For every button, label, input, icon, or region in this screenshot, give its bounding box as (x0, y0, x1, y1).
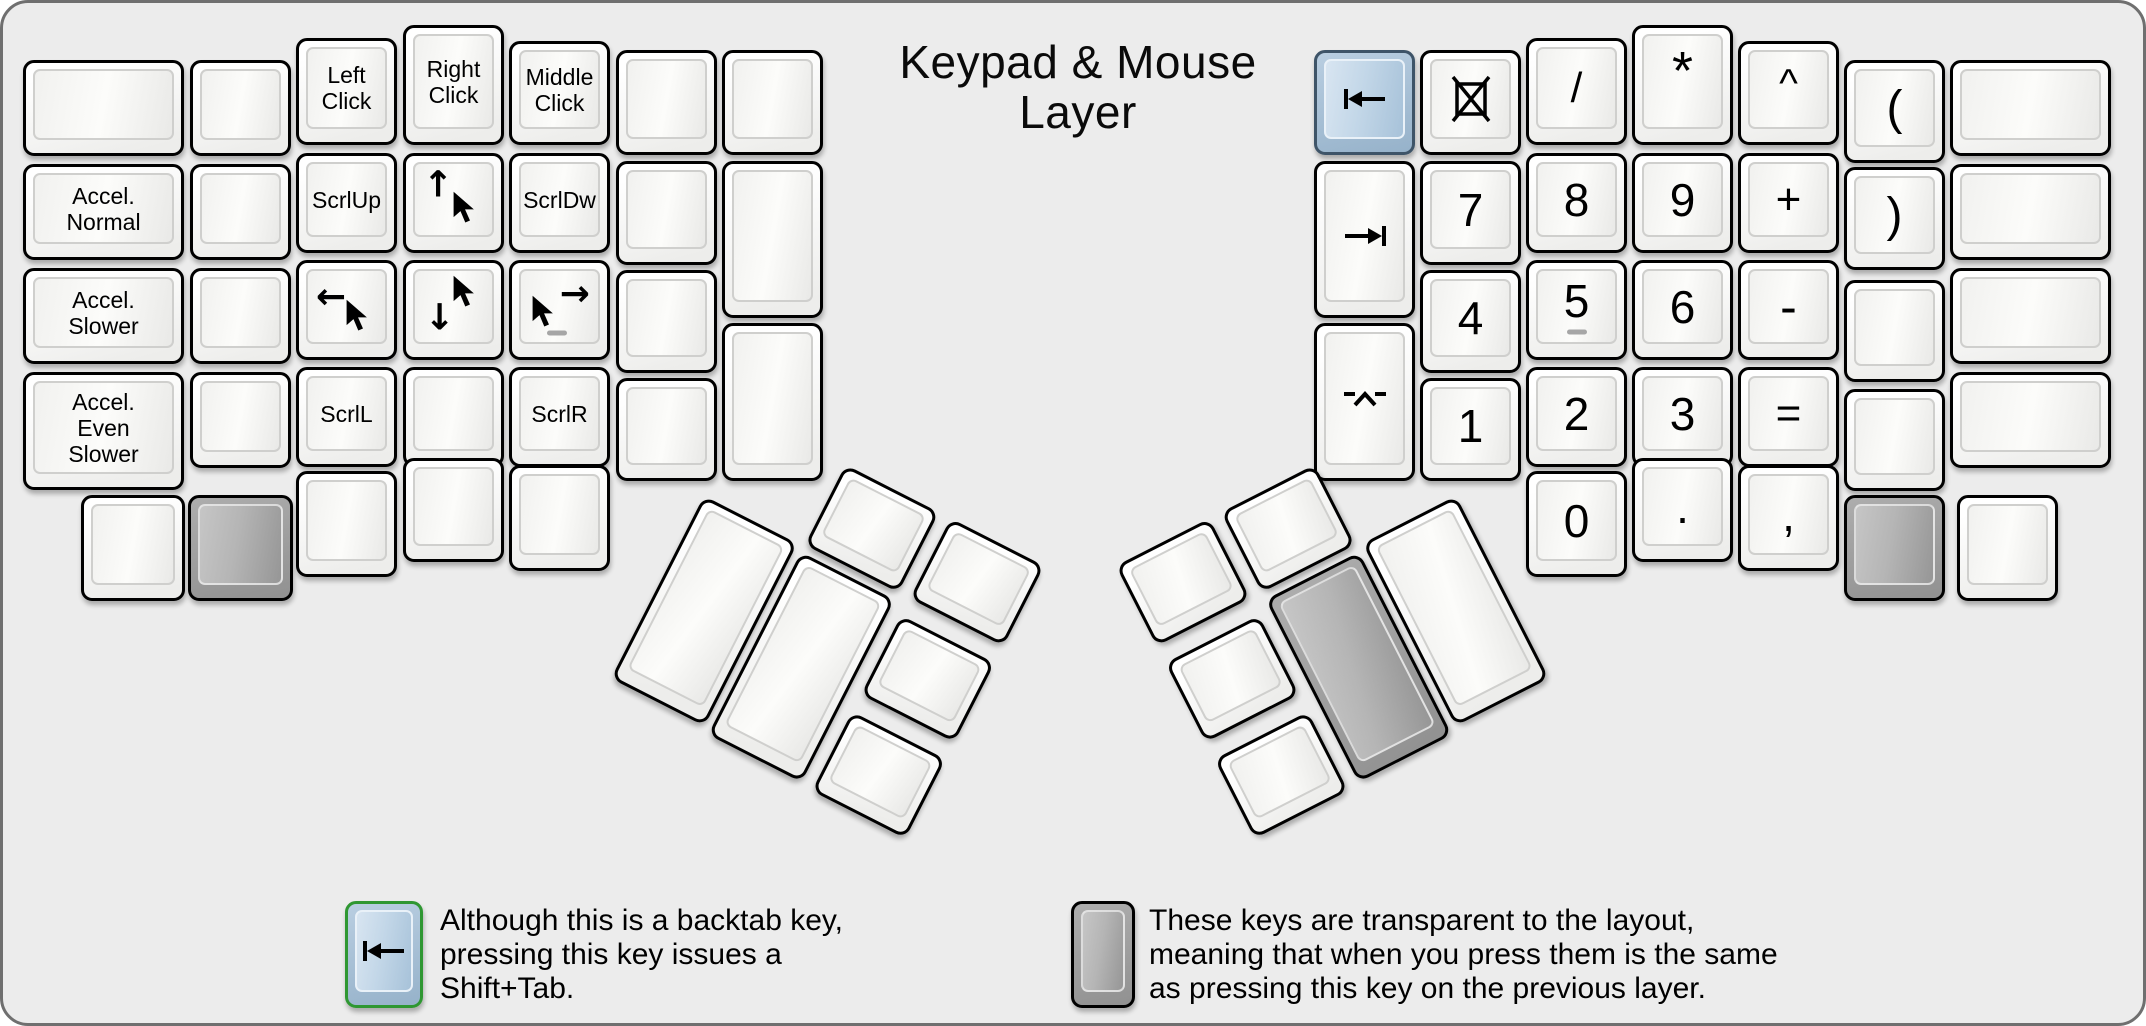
key-label: + (1775, 174, 1802, 224)
key-blank-top (413, 467, 494, 546)
backtab-icon (1341, 88, 1389, 110)
key-period-top (1642, 467, 1723, 546)
key-right-click (403, 25, 504, 145)
key-blank (1950, 164, 2111, 260)
key-4 (1420, 270, 1521, 373)
key-thumb-blank (1116, 518, 1250, 646)
key-mouse-up-top (413, 162, 494, 237)
key-label: 5 (1563, 274, 1590, 327)
key-blank (81, 495, 185, 601)
key-label: 1 (1457, 400, 1484, 452)
key-blank-tall (722, 161, 823, 318)
key-thumb-blank (1214, 712, 1348, 839)
legend-transparent-line3: as pressing this key on the previous layer. (1149, 971, 1706, 1005)
key-clear-top (1430, 59, 1511, 139)
key-label: 9 (1669, 173, 1696, 226)
legend-transparent-line1: These keys are transparent to the layout, (1149, 903, 1695, 937)
key-thumb-blank (1165, 615, 1299, 742)
key-accel-even-slower-top (33, 381, 174, 474)
backtab-icon (360, 940, 408, 962)
key-blank (403, 367, 504, 467)
key-blank (616, 161, 717, 265)
pointer-icon (344, 299, 370, 333)
key-label: 4 (1457, 292, 1484, 344)
key-thumb-blank-top (1234, 477, 1339, 574)
legend-transparent-key (1071, 901, 1135, 1008)
key-blank (1950, 60, 2111, 156)
key-6-top (1642, 269, 1723, 344)
key-blank-tall-top (732, 170, 813, 302)
pointer-icon (451, 191, 477, 225)
key-caret-top (1748, 50, 1829, 129)
key-blank-top (200, 277, 281, 348)
key-blank-top (1854, 398, 1935, 475)
key-label: 0 (1563, 494, 1590, 547)
key-mouse-up (403, 153, 504, 253)
key-right-click-top (413, 34, 494, 129)
key-label: → (559, 273, 590, 315)
key-caret (1738, 41, 1839, 145)
key-0 (1526, 471, 1627, 577)
key-thumb-blank-top (1178, 628, 1283, 724)
key-comma (1738, 465, 1839, 571)
key-backtab-top (1324, 59, 1405, 139)
pointer-icon (451, 275, 477, 309)
key-blank (190, 164, 291, 260)
key-blank-top (1960, 381, 2101, 452)
tab-icon (1341, 225, 1389, 247)
key-equals (1738, 367, 1839, 467)
key-label: 8 (1563, 173, 1590, 226)
page-title-line2: Layer (1019, 86, 1137, 138)
key-blank (616, 270, 717, 373)
key-label: ScrlUp (311, 186, 381, 213)
key-asterisk (1632, 25, 1733, 145)
key-blank-top (1960, 277, 2101, 348)
key-mouse-right-top (519, 269, 600, 344)
key-label: 6 (1669, 280, 1696, 333)
key-backtab (1314, 50, 1415, 155)
key-equals-top (1748, 376, 1829, 451)
page-title-line1: Keypad & Mouse (899, 36, 1257, 88)
key-3 (1632, 367, 1733, 467)
key-scrll-top (306, 376, 387, 451)
key-slash (1526, 38, 1627, 145)
key-blank-top (1854, 289, 1935, 366)
key-label: ScrlR (531, 400, 588, 427)
key-scrlr (509, 367, 610, 467)
key-label: - (1780, 278, 1797, 335)
key-thumb-blank (861, 615, 995, 742)
key-blank-top (413, 376, 494, 451)
key-label: ScrlL (320, 400, 373, 427)
key-label: / (1570, 64, 1583, 111)
key-label: Middle Click (525, 63, 594, 116)
key-thumb-blank-top (877, 628, 982, 724)
key-blank (403, 458, 504, 562)
key-minus-top (1748, 269, 1829, 344)
key-blank-top (200, 381, 281, 452)
key-5-top (1536, 269, 1617, 344)
key-7-top (1430, 170, 1511, 249)
key-blank-top (732, 59, 813, 139)
key-thumb-blank (910, 518, 1044, 646)
key-blank-top (1967, 504, 2048, 585)
key-9-top (1642, 162, 1723, 237)
key-blank-top (200, 173, 281, 244)
key-blank-top (200, 69, 281, 140)
key-0-top (1536, 480, 1617, 561)
key-label: ↑ (423, 164, 454, 206)
key-accel-normal-top (33, 173, 174, 244)
legend-backtab-key-top (355, 910, 413, 992)
legend-backtab-key (345, 901, 423, 1008)
legend-backtab-line3: Shift+Tab. (440, 971, 575, 1005)
key-thumb-blank-top (828, 724, 933, 820)
legend-transparent-line2: meaning that when you press them is the same (1149, 937, 1778, 971)
homing-bar (1567, 330, 1587, 335)
key-left-click (296, 38, 397, 145)
key-scrlup (296, 153, 397, 253)
key-label: ^ (1779, 61, 1798, 105)
key-label: ( (1886, 81, 1903, 135)
key-label: ← (316, 276, 347, 318)
key-blank-top (519, 474, 600, 555)
legend-backtab-line2: pressing this key issues a (440, 937, 782, 971)
key-mouse-left (296, 260, 397, 360)
key-asterisk-top (1642, 34, 1723, 129)
key-transparent (1844, 495, 1945, 601)
key-label: = (1775, 388, 1802, 438)
homing-bar (547, 331, 567, 336)
key-scrldw (509, 153, 610, 253)
key-scrldw-top (519, 162, 600, 237)
key-slash-top (1536, 47, 1617, 129)
key-accel-even-slower (23, 372, 184, 490)
key-blank (616, 50, 717, 155)
key-blank-top (1960, 69, 2101, 140)
clear-icon (1449, 75, 1493, 123)
key-8 (1526, 153, 1627, 253)
key-mouse-left-top (306, 269, 387, 344)
key-thumb-blank-top (1129, 531, 1234, 628)
legend-transparent-key-top (1081, 910, 1125, 992)
key-2-top (1536, 376, 1617, 451)
key-label: Accel. Normal (66, 182, 141, 235)
key-label: Accel. Slower (68, 286, 139, 339)
key-paren-close (1844, 167, 1945, 270)
key-mouse-down (403, 260, 504, 360)
key-blank (722, 50, 823, 155)
key-scrlup-top (306, 162, 387, 237)
key-thumb-blank (812, 712, 946, 839)
key-accel-normal (23, 164, 184, 260)
key-5 (1526, 260, 1627, 360)
key-thumb-blank-top (821, 477, 926, 574)
key-blank-top (626, 170, 707, 249)
key-paren-close-top (1854, 176, 1935, 254)
key-label: 2 (1563, 387, 1590, 440)
legend-backtab-key-slot (345, 901, 423, 1008)
key-clear (1420, 50, 1521, 155)
key-tab (1314, 161, 1415, 318)
key-comma-top (1748, 474, 1829, 555)
key-transparent-top (198, 504, 283, 585)
key-accel-slower (23, 268, 184, 364)
key-label: 7 (1457, 183, 1484, 236)
key-label: . (1676, 480, 1689, 533)
key-mouse-right (509, 260, 610, 360)
key-blank-top (626, 59, 707, 139)
key-thumb-blank-top (926, 531, 1031, 628)
key-9 (1632, 153, 1733, 253)
key-middle-click (509, 41, 610, 145)
key-8-top (1536, 162, 1617, 237)
key-label: Right Click (426, 55, 481, 108)
key-blank (190, 372, 291, 468)
key-label: 3 (1669, 387, 1696, 440)
key-accel-slower-top (33, 277, 174, 348)
key-3-top (1642, 376, 1723, 451)
key-left-click-top (306, 47, 387, 129)
key-label: ↓ (424, 297, 455, 339)
key-thumb-blank-top (1227, 724, 1332, 820)
key-label: * (1671, 40, 1694, 101)
key-4-top (1430, 279, 1511, 357)
key-6 (1632, 260, 1733, 360)
pointer-icon (530, 295, 556, 329)
key-blank-top (626, 387, 707, 465)
key-blank (509, 465, 610, 571)
legend-transparent-text (1149, 904, 1778, 1006)
key-paren-open (1844, 60, 1945, 163)
key-transparent-top (1854, 504, 1935, 585)
key-scrll (296, 367, 397, 467)
key-label: Accel. Even Slower (68, 388, 139, 467)
key-blank-top (33, 69, 174, 140)
legend-transparent (1071, 901, 1778, 1008)
key-middle-click-top (519, 50, 600, 129)
legend-backtab-line1: Although this is a backtab key, (440, 903, 844, 937)
key-blank-top (91, 504, 175, 585)
key-blank (1844, 280, 1945, 382)
legend-backtab-text (440, 904, 843, 1006)
key-paren-open-top (1854, 69, 1935, 147)
key-plus-top (1748, 162, 1829, 237)
key-7 (1420, 161, 1521, 265)
key-label: ScrlDw (523, 186, 596, 213)
key-scrlr-top (519, 376, 600, 451)
key-minus (1738, 260, 1839, 360)
key-period (1632, 458, 1733, 562)
key-blank (1844, 389, 1945, 491)
key-transparent (188, 495, 293, 601)
key-blank (1957, 495, 2058, 601)
key-blank (1950, 372, 2111, 468)
key-blank (1950, 268, 2111, 364)
legend-backtab (345, 901, 843, 1008)
key-2 (1526, 367, 1627, 467)
key-blank (296, 471, 397, 577)
key-label: Left Click (321, 62, 372, 114)
legend-transparent-key-slot (1071, 901, 1135, 1008)
key-label: ) (1886, 188, 1903, 242)
key-tab-top (1324, 170, 1405, 302)
key-blank (190, 60, 291, 156)
key-blank (23, 60, 184, 156)
key-plus (1738, 153, 1839, 253)
key-label: , (1782, 488, 1795, 541)
key-mouse-down-top (413, 269, 494, 344)
page-title (821, 37, 1335, 137)
key-blank (190, 268, 291, 364)
key-blank-top (626, 279, 707, 357)
key-blank-top (306, 480, 387, 561)
key-blank-top (1960, 173, 2101, 244)
